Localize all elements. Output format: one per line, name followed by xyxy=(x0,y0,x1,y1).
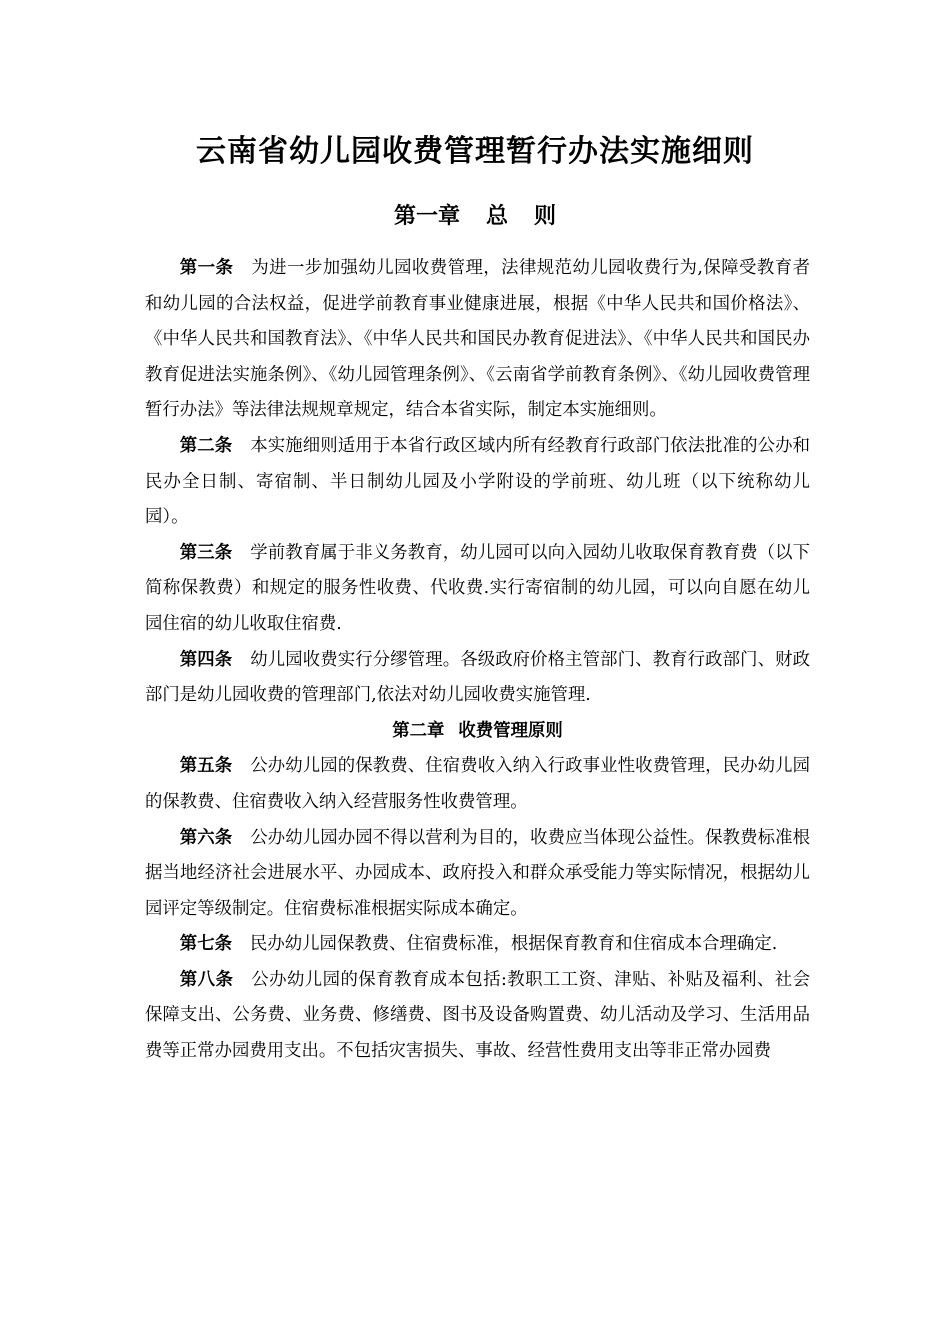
article-number: 第七条 xyxy=(179,934,232,955)
chapter-2-number: 第二章 xyxy=(392,720,445,741)
chapter-1-name-part2: 则 xyxy=(534,203,557,229)
article-text: 民办幼儿园保教费、住宿费标准，根据保育教育和住宿成本合理确定. xyxy=(249,934,778,955)
chapter-1-name-part1: 总 xyxy=(485,203,508,229)
article-4 xyxy=(145,643,810,714)
article-number: 第八条 xyxy=(179,969,234,990)
article-text: 本实施细则适用于本省行政区域内所有经教育行政部门依法批准的公办和民办全日制、寄宿制、半日制幼儿园及小学附设的学前班、幼儿班（以下统称幼儿园）。 xyxy=(145,435,810,528)
document-body xyxy=(145,251,810,1070)
chapter-2-name: 收费管理原则 xyxy=(458,720,563,741)
article-text: 公办幼儿园办园不得以营利为目的，收费应当体现公益性。保教费标准根据当地经济社会进展水平、办园成本、政府投入和群众承受能力等实际情况，根据幼儿园评定等级制定。住宿费标准根据实际成本确定。 xyxy=(145,827,810,919)
article-3 xyxy=(145,536,810,643)
article-number: 第三条 xyxy=(179,542,233,563)
article-2 xyxy=(145,429,810,536)
article-number: 第四条 xyxy=(179,649,233,670)
article-text: 为进一步加强幼儿园收费管理，法律规范幼儿园收费行为,保障受教育者和幼儿园的合法权益，促进学前教育事业健康进展，根据《中华人民共和国价格法》、《中华人民共和国教育法》、《中华人民共和国民办教育促进法》、《中华人民共和国民办教育促进法实施条例》、《幼儿园管理条例》、《云南省学前教育条例》、《幼儿园收费管理暂行办法》等法律法规规章规定，结合本省实际，制定本实施细则。 xyxy=(145,258,810,421)
article-6 xyxy=(145,821,810,928)
article-text: 幼儿园收费实行分缪管理。各级政府价格主管部门、教育行政部门、财政部门是幼儿园收费的管理部门,依法对幼儿园收费实施管理. xyxy=(145,649,810,706)
article-number: 第一条 xyxy=(179,258,234,278)
article-1 xyxy=(145,251,810,429)
article-7 xyxy=(145,927,810,963)
chapter-2-heading xyxy=(145,714,810,750)
article-number: 第六条 xyxy=(179,827,233,848)
article-number: 第二条 xyxy=(179,435,233,456)
article-number: 第五条 xyxy=(179,756,233,777)
article-text: 学前教育属于非义务教育，幼儿园可以向入园幼儿收取保育教育费（以下简称保教费）和规定的服务性收费、代收费.实行寄宿制的幼儿园，可以向自愿在幼儿园住宿的幼儿收取住宿费. xyxy=(145,542,810,634)
chapter-1-number: 第一章 xyxy=(393,203,460,229)
chapter-1-heading xyxy=(0,200,950,232)
article-text: 公办幼儿园的保育教育成本包括:教职工工资、津贴、补贴及福利、社会保障支出、公务费、业务费、修缮费、图书及设备购置费、幼儿活动及学习、生活用品费等正常办园费用支出。不包括灾害损失、事故、经营性费用支出等非正常办园费 xyxy=(145,969,810,1062)
article-text: 公办幼儿园的保教费、住宿费收入纳入行政事业性收费管理，民办幼儿园的保教费、住宿费收入纳入经营服务性收费管理。 xyxy=(145,756,810,812)
document-title: 云南省幼儿园收费管理暂行办法实施细则 xyxy=(196,134,754,169)
article-8 xyxy=(145,963,810,1070)
article-5 xyxy=(145,749,810,820)
